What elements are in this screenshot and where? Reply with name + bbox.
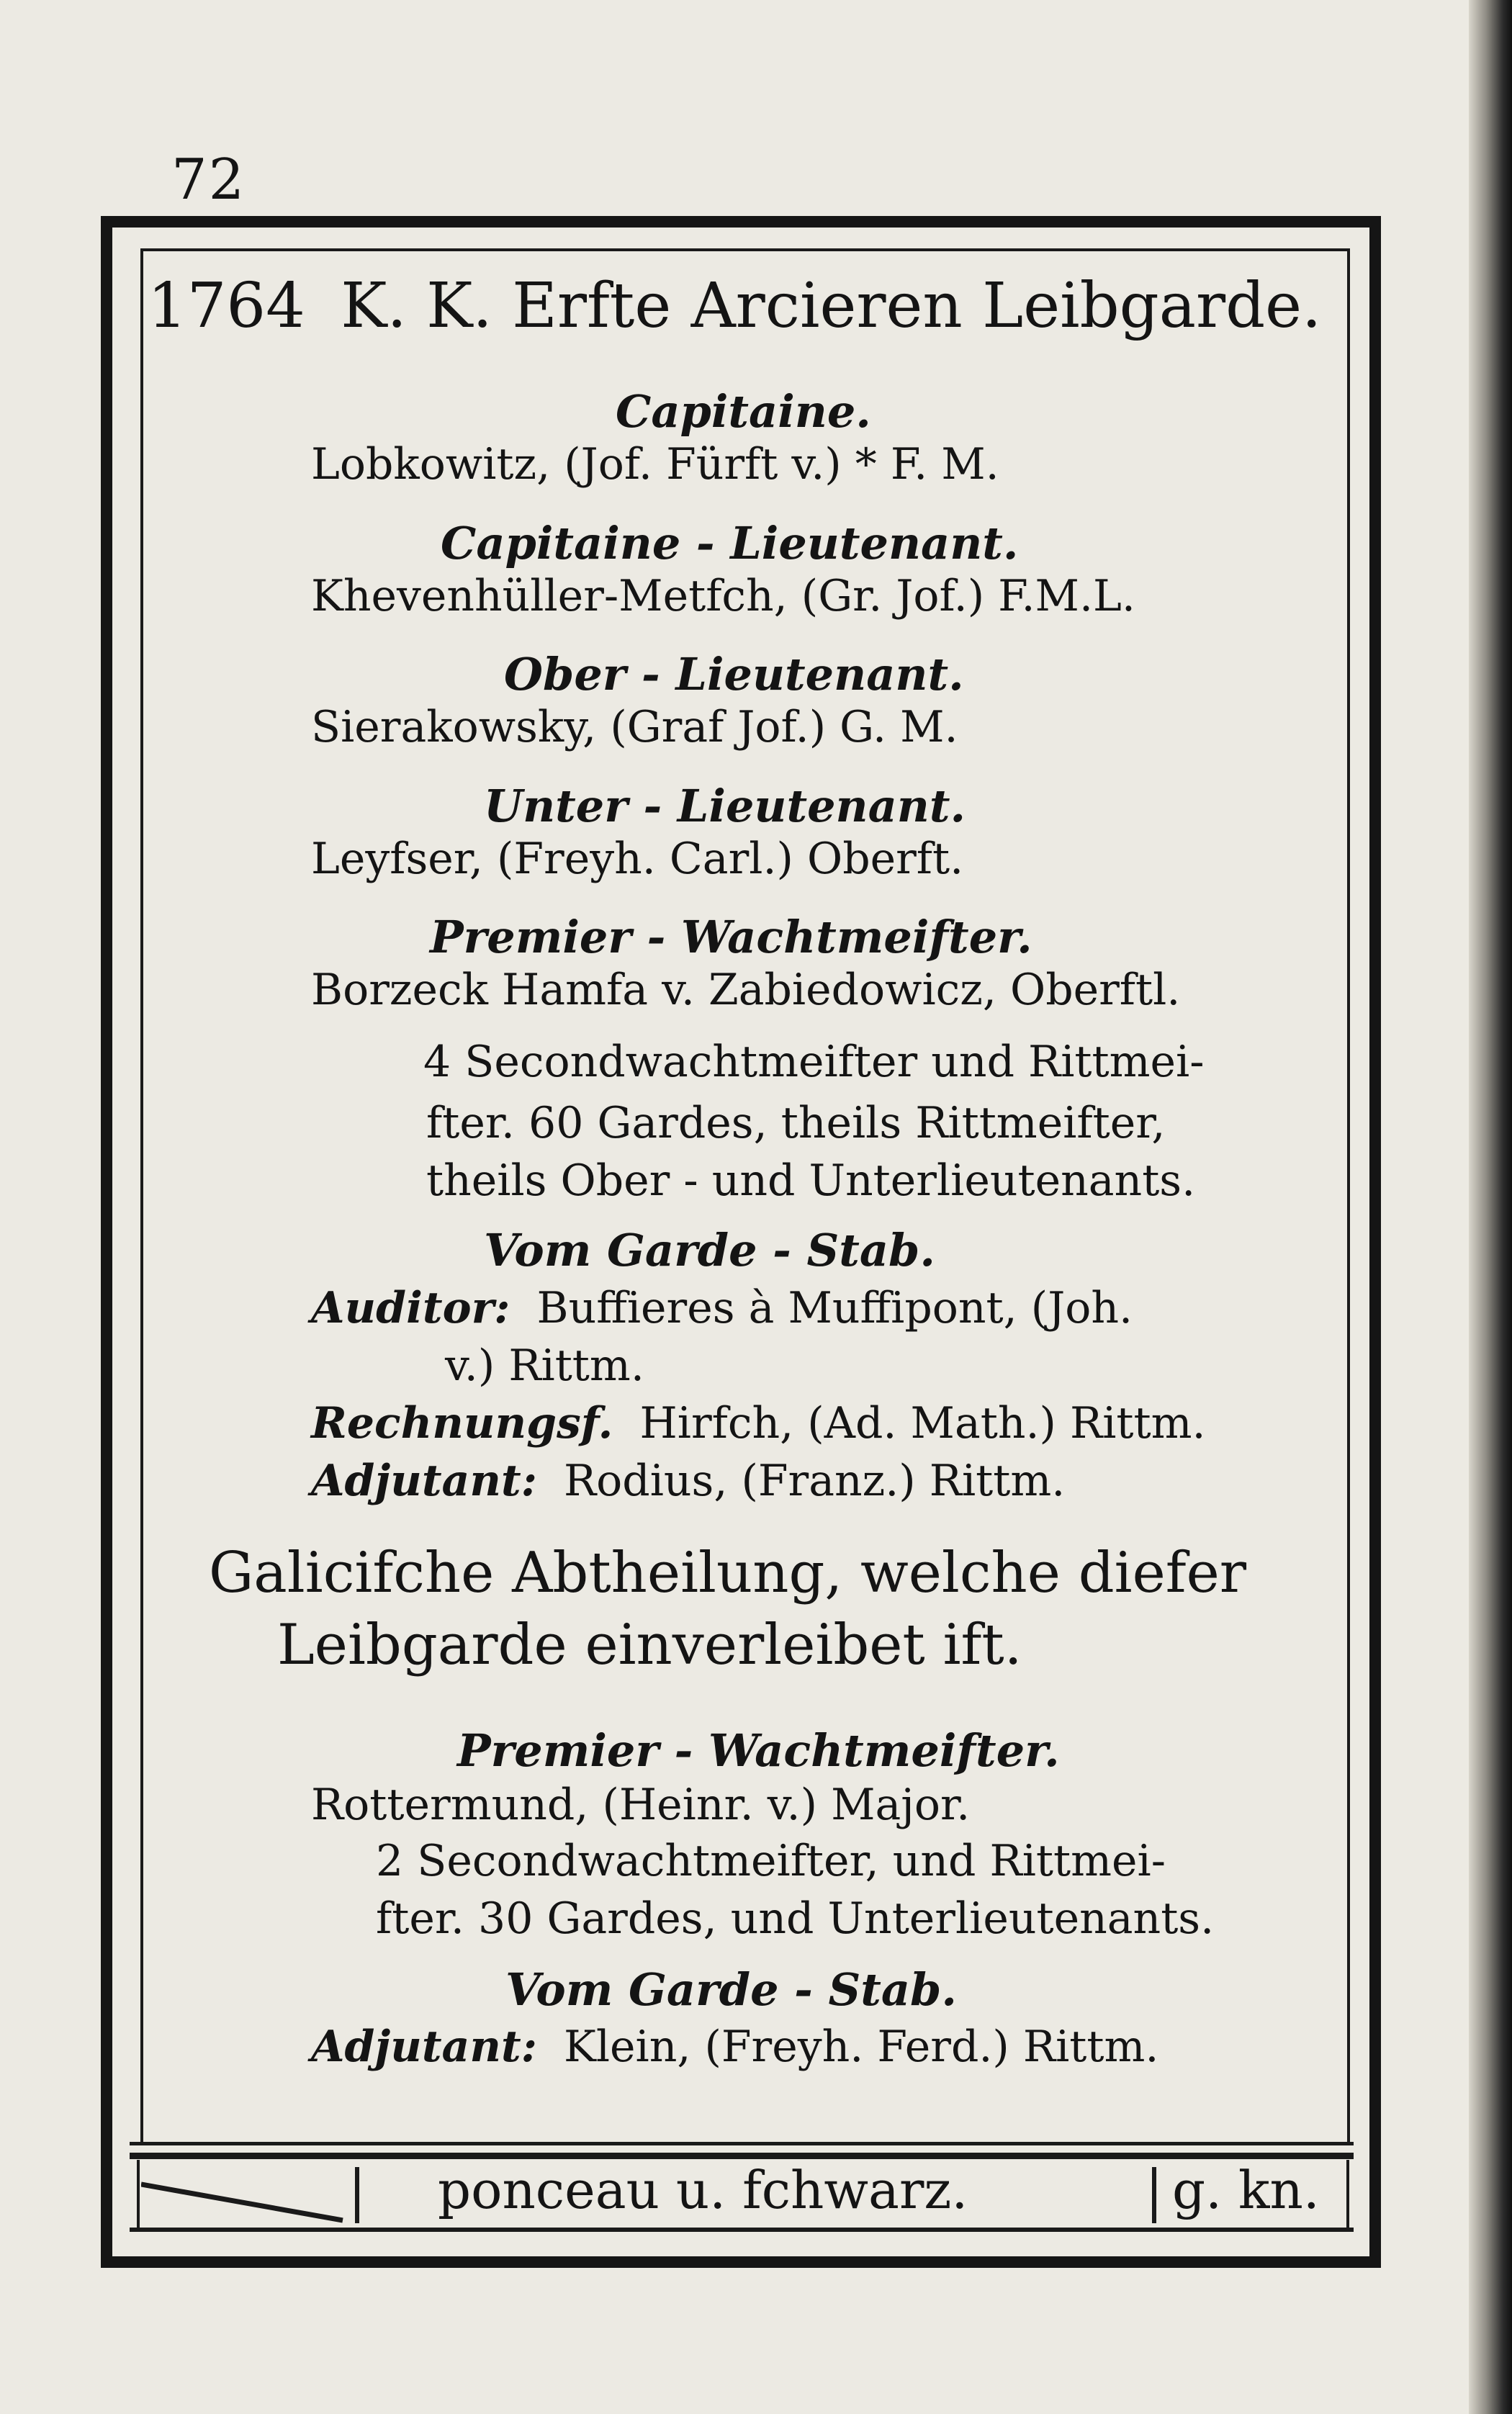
page-number: 72 bbox=[171, 148, 246, 212]
galician-name: Rottermund, (Heinr. v.) Major. bbox=[311, 1780, 971, 1830]
rank-unter-lieutenant: Unter - Lieutenant. bbox=[484, 780, 966, 832]
galician-note-line-2: fter. 30 Gardes, und Unterlieutenants. bbox=[376, 1893, 1215, 1944]
galician-rank: Premier - Wachtmeifter. bbox=[457, 1724, 1060, 1777]
footer-rule-mid bbox=[130, 2153, 1354, 2159]
header-title: K. K. Erfte Arcieren Leibgarde. bbox=[341, 270, 1322, 342]
footer-right-bar bbox=[1346, 2160, 1349, 2228]
rank-capitaine-lieutenant: Capitaine - Lieutenant. bbox=[441, 517, 1019, 569]
rechnung-name: Hirfch, (Ad. Math.) Rittm. bbox=[639, 1398, 1206, 1449]
footer-colors: ponceau u. fchwarz. bbox=[438, 2160, 968, 2220]
footer-rule-bottom bbox=[130, 2228, 1354, 2232]
header bbox=[148, 270, 1321, 342]
footer-separator-2 bbox=[1152, 2167, 1156, 2223]
footer-rule-top bbox=[130, 2142, 1354, 2145]
note-line-2: fter. 60 Gardes, theils Rittmeifter, bbox=[426, 1098, 1166, 1148]
page-edge bbox=[1469, 0, 1512, 2414]
footer-separator-1 bbox=[355, 2167, 359, 2223]
header-year: 1764 bbox=[148, 270, 305, 342]
name-sierakowsky: Sierakowsky, (Graf Jof.) G. M. bbox=[311, 702, 958, 752]
staff-auditor-cont: v.) Rittm. bbox=[445, 1341, 644, 1391]
rechnung-label: Rechnungsf. bbox=[311, 1398, 613, 1449]
galician-adjutant-name: Klein, (Freyh. Ferd.) Rittm. bbox=[564, 2022, 1159, 2072]
name-lobkowitz: Lobkowitz, (Jof. Fürft v.) * F. M. bbox=[311, 439, 999, 490]
galician-staff-heading: Vom Garde - Stab. bbox=[505, 1963, 957, 2016]
name-leysser: Leyfser, (Freyh. Carl.) Oberft. bbox=[311, 834, 964, 884]
name-borzeck: Borzeck Hamfa v. Zabiedowicz, Oberftl. bbox=[311, 965, 1181, 1015]
rank-premier-wachtmeister: Premier - Wachtmeifter. bbox=[430, 911, 1032, 963]
galician-title-line-2: Leibgarde einverleibet ift. bbox=[277, 1613, 1022, 1677]
note-line-1: 4 Secondwachtmeifter und Rittmei- bbox=[423, 1037, 1205, 1087]
auditor-name: Buffieres à Muffipont, (Joh. bbox=[536, 1283, 1133, 1333]
adjutant-label: Adjutant: bbox=[311, 1456, 537, 1506]
galician-adjutant-label: Adjutant: bbox=[311, 2022, 537, 2072]
staff-heading: Vom Garde - Stab. bbox=[484, 1224, 935, 1276]
name-khevenhueller: Khevenhüller-Metfch, (Gr. Jof.) F.M.L. bbox=[311, 571, 1135, 621]
footer-code: g. kn. bbox=[1172, 2160, 1320, 2220]
adjutant-name: Rodius, (Franz.) Rittm. bbox=[564, 1456, 1066, 1506]
galician-title-line-1: Galicifche Abtheilung, welche diefer bbox=[209, 1541, 1247, 1605]
staff-adjutant bbox=[311, 1456, 1065, 1506]
staff-rechnung bbox=[311, 1398, 1206, 1449]
footer-dash-mark bbox=[141, 2168, 357, 2226]
staff-auditor bbox=[311, 1283, 1133, 1333]
footer-left-bar bbox=[137, 2160, 140, 2228]
galician-note-line-1: 2 Secondwachtmeifter, und Rittmei- bbox=[376, 1836, 1166, 1886]
galician-adjutant bbox=[311, 2022, 1158, 2072]
rank-capitaine: Capitaine. bbox=[616, 385, 871, 438]
note-line-3: theils Ober - und Unterlieutenants. bbox=[426, 1156, 1196, 1206]
auditor-label: Auditor: bbox=[311, 1283, 510, 1333]
rank-ober-lieutenant: Ober - Lieutenant. bbox=[504, 648, 964, 701]
